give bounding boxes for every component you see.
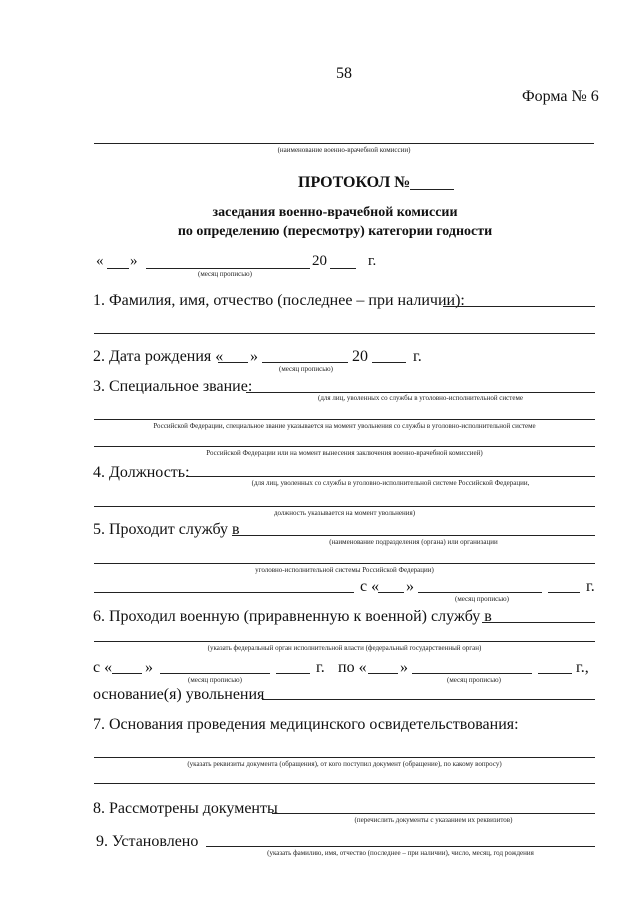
field-3-line-a[interactable] [246, 392, 595, 393]
field-6-to-close: » [400, 659, 408, 676]
field-7-hint: (указать реквизиты документа (обращения), от кого поступил документ (обращение), по какому вопросу) [187, 760, 502, 768]
field-6-from-month-line[interactable] [160, 673, 270, 674]
field-1-line-a[interactable] [443, 306, 595, 307]
field-2-month-hint: (месяц прописью) [279, 365, 333, 373]
field-6-from-month-hint: (месяц прописью) [188, 676, 242, 684]
field-6-to-year-suffix: г., [576, 659, 589, 676]
field-1-line-b[interactable] [94, 333, 595, 334]
date-close-quote: » [130, 253, 138, 269]
date-day-line[interactable] [107, 268, 129, 269]
field-6-basis-line[interactable] [262, 699, 595, 700]
field-3-hint-2: Российской Федерации, специальное звание указывается на момент увольнения со службы в уголовно-исполнительной системе [153, 422, 536, 430]
field-7-label: 7. Основания проведения медицинского освидетельствования: [93, 716, 519, 733]
field-6-to: по « [338, 659, 367, 676]
field-5-line-a[interactable] [232, 535, 595, 536]
date-month-hint: (месяц прописью) [198, 270, 252, 278]
field-6-to-month-line[interactable] [412, 673, 532, 674]
field-4-line-a[interactable] [186, 476, 595, 477]
field-2-year-line[interactable] [372, 362, 406, 363]
field-5-line-b[interactable] [94, 563, 595, 564]
field-4-line-b[interactable] [94, 506, 595, 507]
field-2-day-line[interactable] [218, 362, 248, 363]
field-9-line[interactable] [206, 846, 595, 847]
field-6-from-close: » [145, 659, 153, 676]
date-open-quote: « [96, 253, 104, 269]
commission-hint: (наименование военно-врачебной комиссии) [277, 146, 411, 154]
field-3-line-b[interactable] [94, 419, 595, 420]
field-6-from-year-suffix: г. [316, 659, 325, 676]
field-5-year-suffix: г. [586, 578, 595, 595]
field-6-from-year-line[interactable] [276, 673, 310, 674]
field-8-label: 8. Рассмотрены документы [93, 800, 278, 817]
field-6-from-day-line[interactable] [112, 673, 142, 674]
subtitle-1: заседания военно-врачебной комиссии [212, 205, 458, 220]
field-5-month-hint: (месяц прописью) [455, 595, 509, 603]
field-5-year-line[interactable] [548, 592, 580, 593]
field-6-label: 6. Проходил военную (приравненную к военной) службу в [93, 608, 492, 625]
field-6-to-year-line[interactable] [538, 673, 572, 674]
date-month-line[interactable] [146, 268, 310, 269]
field-9-hint: (указать фамилию, имя, отчество (последнее – при наличии), число, месяц, год рождения [267, 849, 534, 857]
field-5-hint-2: уголовно-исполнительной системы Российской Федерации) [255, 566, 434, 574]
field-2-month-line[interactable] [262, 362, 348, 363]
field-5-day-line[interactable] [378, 592, 404, 593]
field-6-basis-label: основание(я) увольнения [93, 686, 265, 703]
field-8-line[interactable] [272, 813, 595, 814]
field-5-month-line[interactable] [418, 592, 542, 593]
field-6-hint-1: (указать федеральный орган исполнительной власти (федеральный государственный орган) [207, 644, 482, 652]
protocol-number-line[interactable] [410, 189, 454, 190]
field-4-label: 4. Должность: [93, 464, 190, 481]
field-6-to-day-line[interactable] [368, 673, 398, 674]
field-2-year-suffix: г. [413, 348, 422, 365]
form-label: Форма № 6 [522, 88, 599, 105]
field-2-close-quote: » [250, 348, 258, 365]
subtitle-2: по определению (пересмотру) категории годности [177, 224, 493, 239]
field-5-close-quote: » [406, 578, 414, 595]
field-7-line-b[interactable] [94, 783, 595, 784]
field-6-line-a[interactable] [482, 622, 595, 623]
field-6-line-b[interactable] [94, 641, 595, 642]
field-2-year-prefix: 20 [352, 348, 368, 365]
field-7-line-a[interactable] [94, 757, 595, 758]
date-year-line[interactable] [330, 268, 356, 269]
field-2-label: 2. Дата рождения « [93, 348, 224, 365]
field-3-line-c[interactable] [94, 446, 595, 447]
field-5-from: с « [360, 578, 380, 595]
protocol-title: ПРОТОКОЛ № [298, 174, 411, 191]
field-6-to-month-hint: (месяц прописью) [447, 676, 501, 684]
date-year-prefix: 20 [312, 253, 327, 269]
field-5-hint-1: (наименование подразделения (органа) или организации [329, 538, 498, 546]
date-year-suffix: г. [368, 253, 377, 269]
field-5-line-c[interactable] [94, 592, 354, 593]
field-3-hint-1: (для лиц, уволенных со службы в уголовно-исполнительной системе [318, 394, 523, 402]
page-number: 58 [336, 65, 352, 82]
field-4-hint-1: (для лиц, уволенных со службы в уголовно-исполнительной системе Российской Федерации, [251, 479, 530, 487]
field-1-label: 1. Фамилия, имя, отчество (последнее – при наличии): [93, 292, 465, 309]
field-8-hint: (перечислить документы с указанием их реквизитов) [354, 816, 513, 824]
field-9-label: 9. Установлено [96, 833, 199, 850]
field-3-hint-3: Российской Федерации или на момент вынесения заключения военно-врачебной комиссией) [206, 449, 483, 457]
commission-name-line[interactable] [94, 143, 594, 144]
field-4-hint-2: должность указывается на момент увольнения) [273, 509, 416, 517]
field-3-label: 3. Специальное звание: [93, 378, 253, 395]
field-5-label: 5. Проходит службу в [93, 521, 240, 538]
field-6-from: с « [93, 659, 113, 676]
